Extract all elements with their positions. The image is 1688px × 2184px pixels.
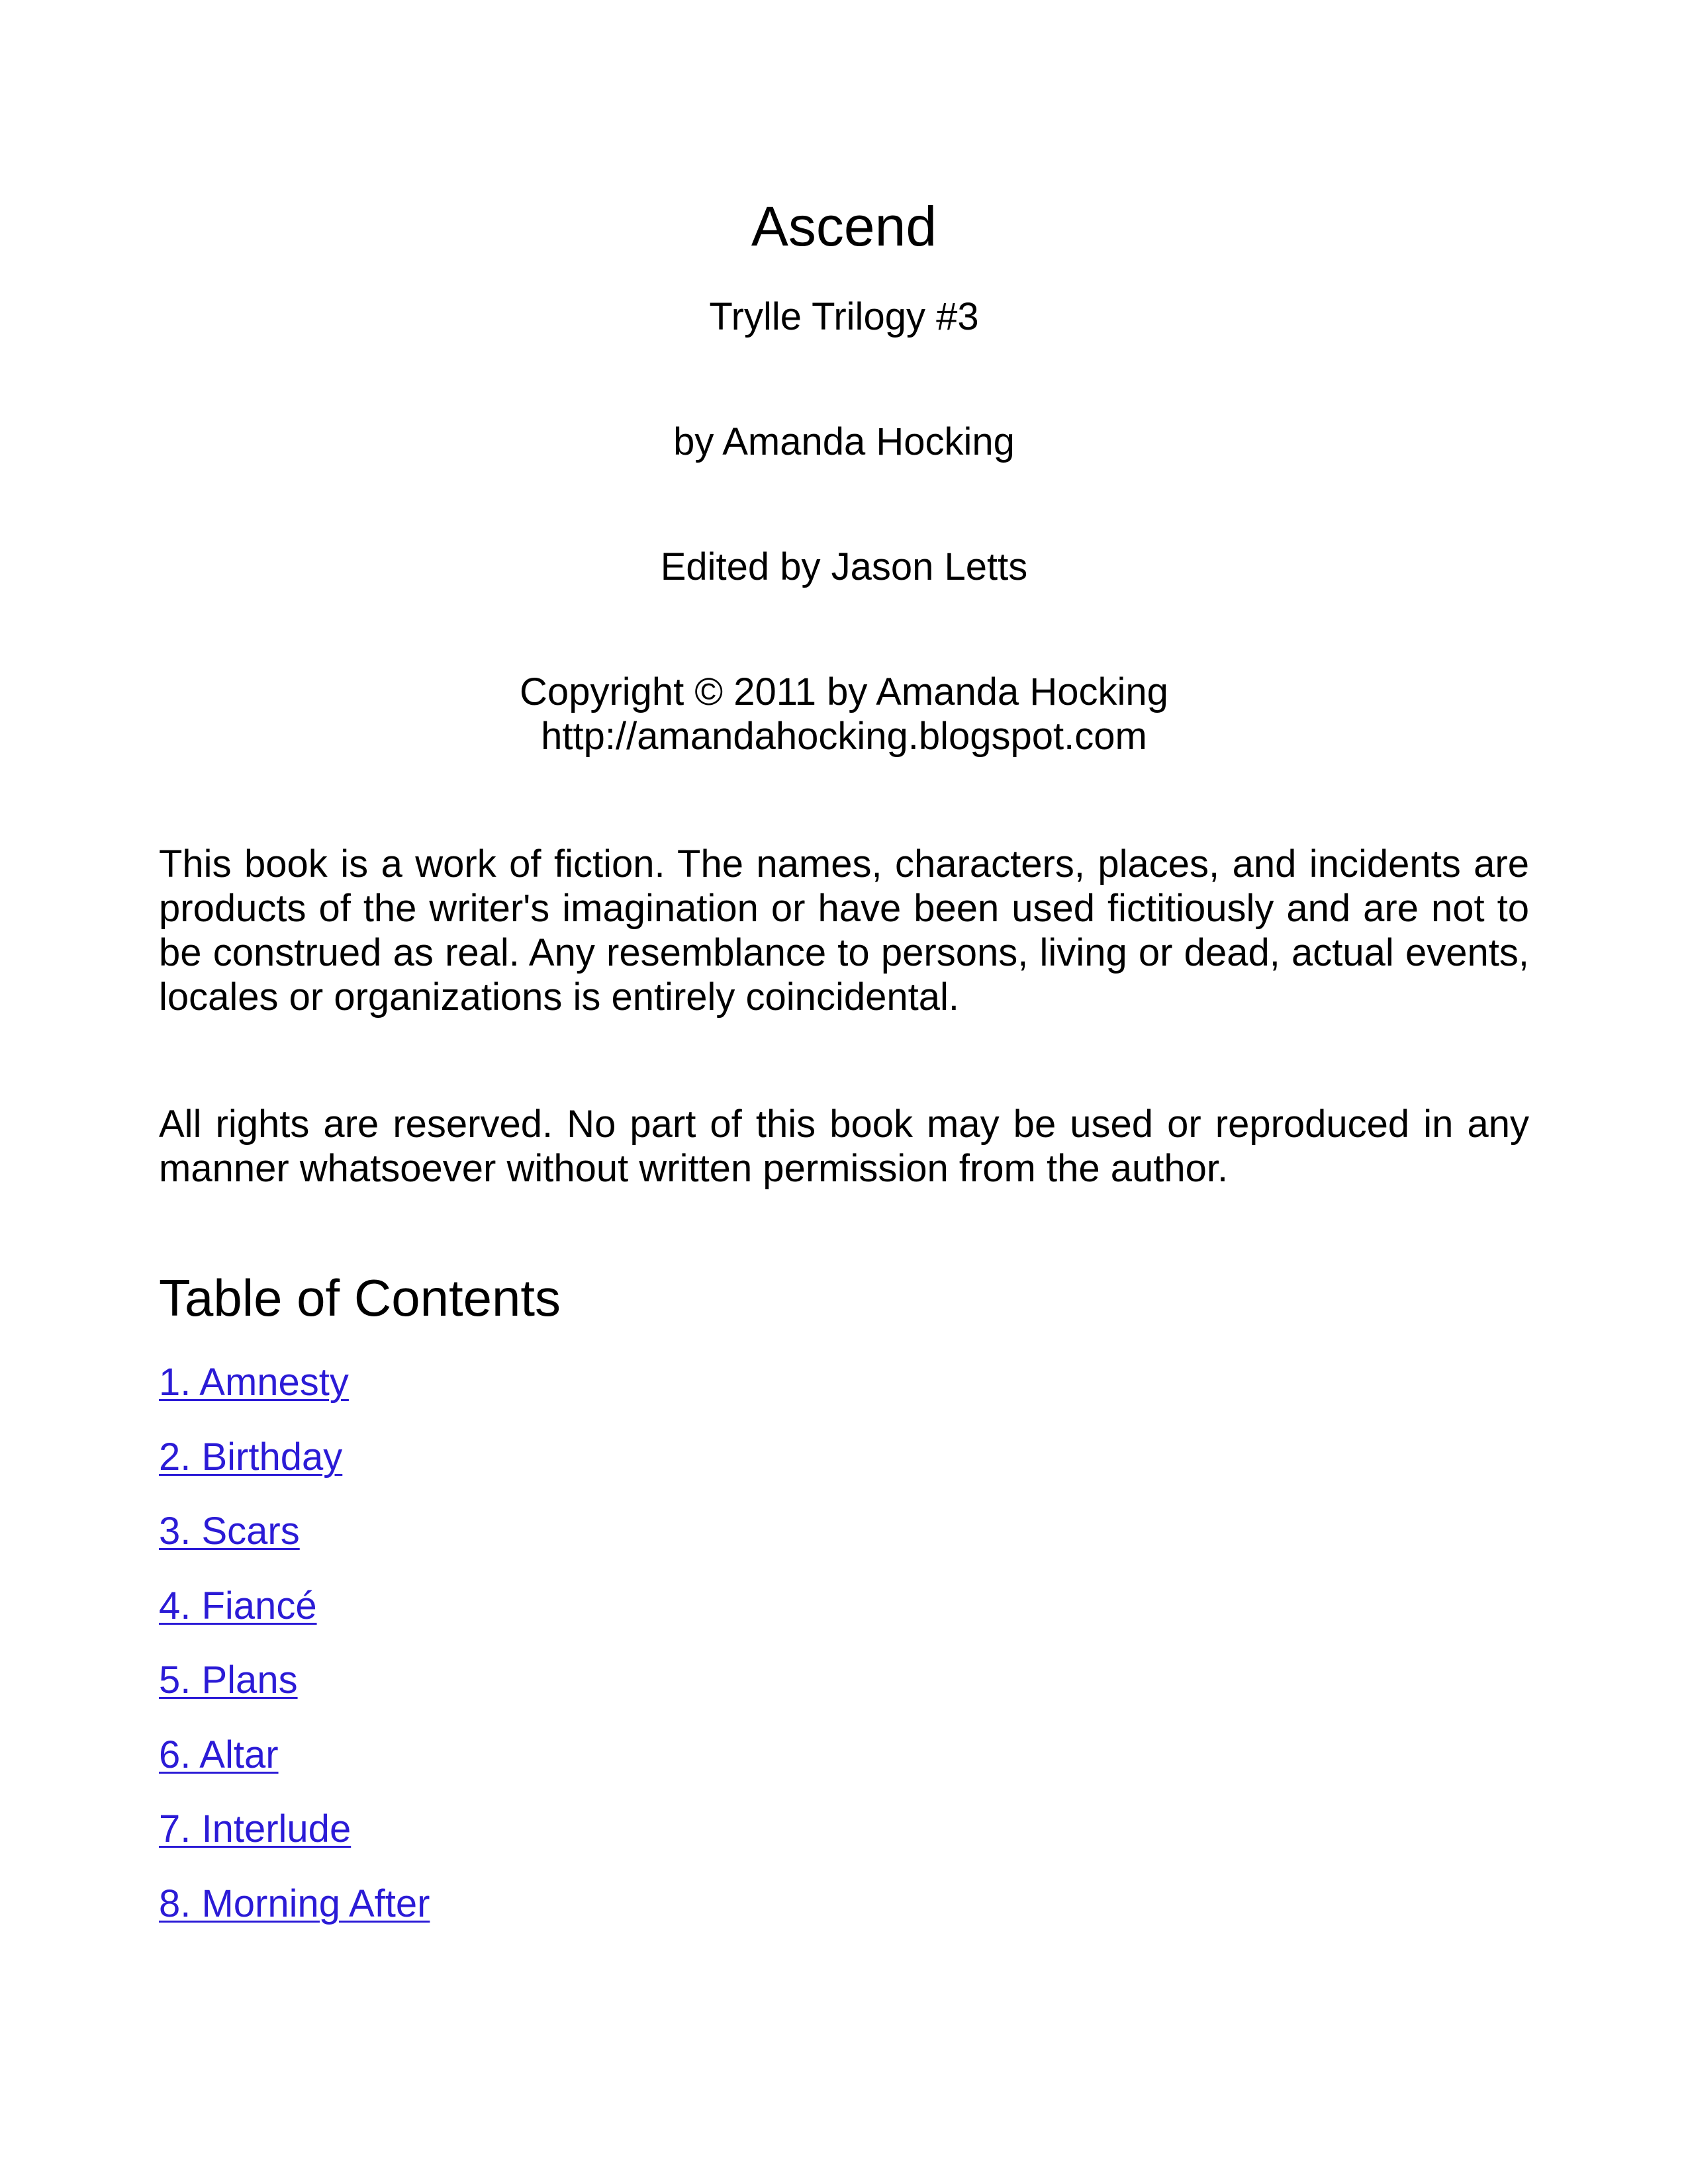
book-title: Ascend — [751, 195, 937, 257]
toc-item — [159, 1359, 430, 1434]
toc-list — [159, 1359, 430, 1955]
toc-link-scars[interactable]: 3. Scars — [159, 1510, 300, 1553]
copyright-block — [0, 670, 1688, 758]
toc-link-fiance[interactable]: 4. Fiancé — [159, 1584, 317, 1627]
toc-link-altar[interactable]: 6. Altar — [159, 1733, 279, 1776]
toc-item — [159, 1434, 430, 1509]
website-url: http://amandahocking.blogspot.com — [541, 715, 1147, 758]
toc-link-morning-after[interactable]: 8. Morning After — [159, 1882, 430, 1925]
toc-link-plans[interactable]: 5. Plans — [159, 1659, 298, 1702]
toc-item — [159, 1732, 430, 1807]
toc-link-birthday[interactable]: 2. Birthday — [159, 1435, 343, 1479]
series-subtitle: Trylle Trilogy #3 — [709, 295, 979, 338]
toc-item — [159, 1583, 430, 1658]
toc-link-interlude[interactable]: 7. Interlude — [159, 1807, 352, 1850]
toc-heading: Table of Contents — [159, 1269, 561, 1327]
fiction-disclaimer: This book is a work of fiction. The names, characters, places, and incidents are products of the writer's imagination or have been used fictitiously and are not to be construed as real. Any resemblance to persons, living or dead, actual events, locales or organizations is entirely coincidental. — [159, 842, 1529, 1019]
toc-item — [159, 1657, 430, 1732]
copyright-line: Copyright © 2011 by Amanda Hocking — [520, 670, 1168, 713]
toc-item — [159, 1508, 430, 1583]
editor-line: Edited by Jason Letts — [660, 545, 1028, 588]
author-line: by Amanda Hocking — [673, 420, 1015, 463]
toc-item — [159, 1881, 430, 1956]
rights-notice: All rights are reserved. No part of this book may be used or reproduced in any manner whatsoever without written permission from the author. — [159, 1103, 1529, 1190]
toc-link-amnesty[interactable]: 1. Amnesty — [159, 1361, 349, 1404]
toc-item — [159, 1806, 430, 1881]
